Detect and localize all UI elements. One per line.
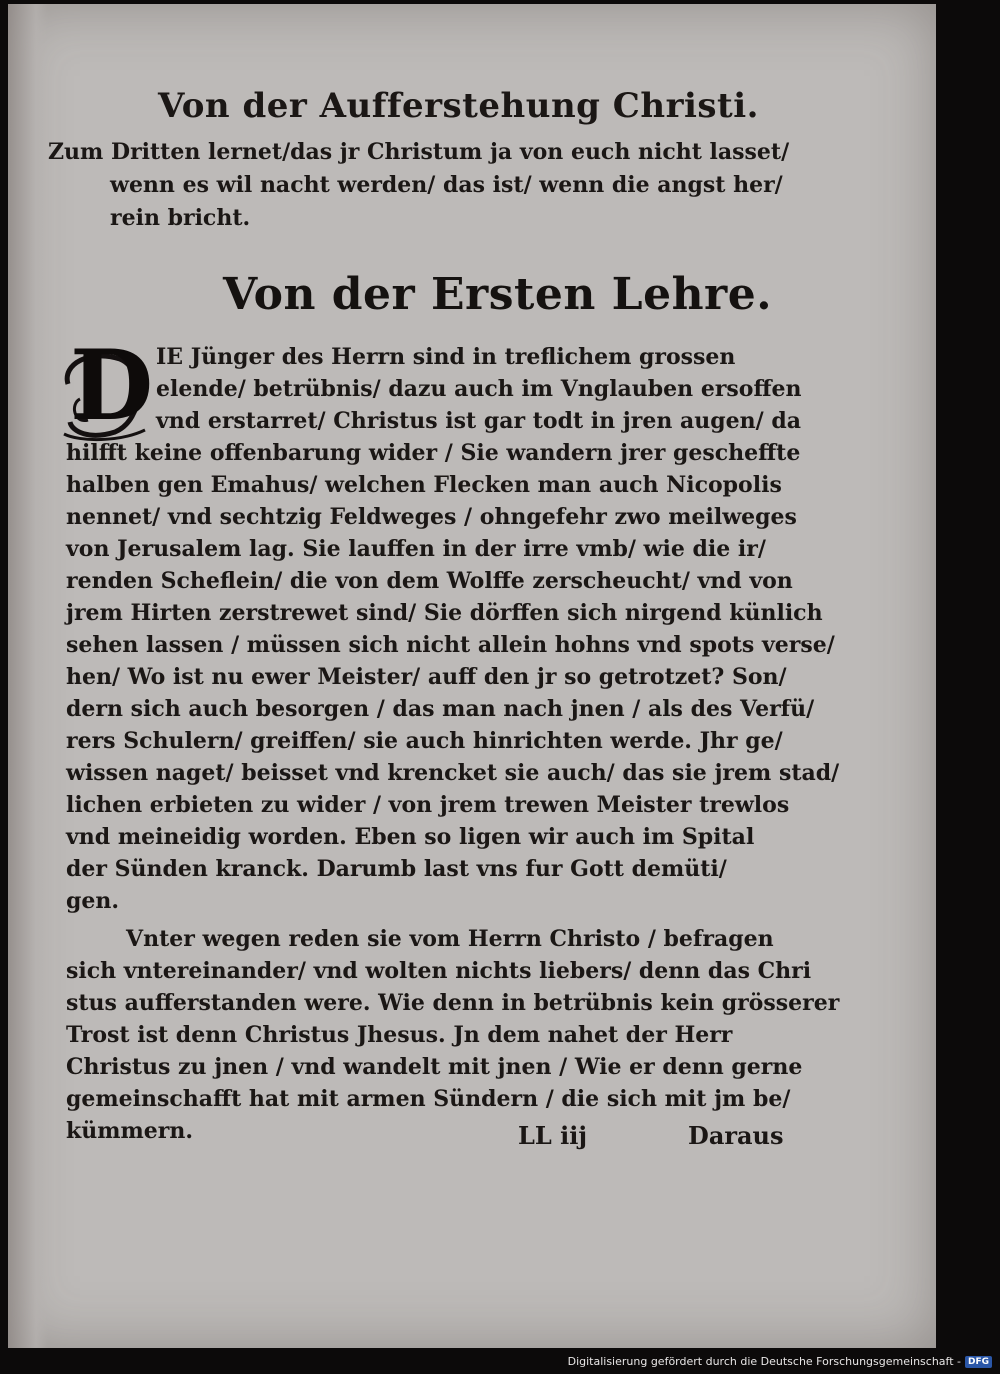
- credit-text: Digitalisierung gefördert durch die Deutsche Forschungsgemeinschaft -: [567, 1355, 961, 1368]
- body-line: dern sich auch besorgen / das man nach jnen / als des Verfü/: [66, 696, 815, 722]
- body-line: renden Scheflein/ die von dem Wolffe zerscheucht/ vnd von: [66, 568, 793, 594]
- section-heading: Von der Ersten Lehre.: [223, 269, 773, 320]
- intro-paragraph: [48, 136, 790, 235]
- body-line: Christus zu jnen / vnd wandelt mit jnen / Wie er denn gerne: [66, 1054, 803, 1080]
- digitization-credit: [568, 1355, 992, 1368]
- body-line: vnd meineidig worden. Eben so ligen wir auch im Spital: [66, 824, 755, 850]
- body-line: Vnter wegen reden sie vom Herrn Christo / befragen: [126, 926, 774, 952]
- body-line: gemeinschafft hat mit armen Sündern / die sich mit jm be/: [66, 1086, 791, 1112]
- body-line: hilfft keine offenbarung wider / Sie wandern jrer gescheffte: [66, 440, 801, 466]
- body-line: jrem Hirten zerstrewet sind/ Sie dörffen sich nirgend künlich: [66, 600, 823, 626]
- page-spine-shadow: [8, 4, 48, 1348]
- body-paragraph-1: [66, 341, 840, 1147]
- book-page: [8, 4, 936, 1348]
- signature-mark: LL iij: [518, 1121, 588, 1150]
- body-line: halben gen Emahus/ welchen Flecken man auch Nicopolis: [66, 472, 782, 498]
- body-line: wissen naget/ beisset vnd krencket sie auch/ das sie jrem stad/: [66, 760, 840, 786]
- body-line: gen.: [66, 888, 120, 914]
- body-line: hen/ Wo ist nu ewer Meister/ auff den jr so getrotzet? Son/: [66, 664, 787, 690]
- body-line: elende/ betrübnis/ dazu auch im Vnglauben ersoffen: [156, 376, 802, 402]
- body-line: nennet/ vnd sechtzig Feldweges / ohngefehr zwo meilweges: [66, 504, 797, 530]
- body-line: IE Jünger des Herrn sind in treflichem grossen: [156, 344, 736, 370]
- intro-line: rein bricht.: [110, 205, 251, 231]
- body-line: kümmern.: [66, 1118, 194, 1144]
- initial-letter: D: [70, 329, 154, 442]
- body-line: vnd erstarret/ Christus ist gar todt in jren augen/ da: [156, 408, 801, 434]
- body-line: sehen lassen / müssen sich nicht allein hohns vnd spots verse/: [66, 632, 835, 658]
- intro-line: wenn es wil nacht werden/ das ist/ wenn die angst her/: [110, 172, 783, 198]
- body-line: sich vntereinander/ vnd wolten nichts liebers/ denn das Chri: [66, 958, 812, 984]
- body-line: stus aufferstanden were. Wie denn in betrübnis kein grösserer: [66, 990, 840, 1016]
- running-title: Von der Aufferstehung Christi.: [158, 86, 760, 126]
- body-line: lichen erbieten zu wider / von jrem trewen Meister trewlos: [66, 792, 790, 818]
- body-line: von Jerusalem lag. Sie lauffen in der irre vmb/ wie die ir/: [66, 536, 766, 562]
- body-line: rers Schulern/ greiffen/ sie auch hinrichten werde. Jhr ge/: [66, 728, 783, 754]
- body-line: der Sünden kranck. Darumb last vns fur Gott demüti/: [66, 856, 727, 882]
- intro-line: Zum Dritten lernet/das jr Christum ja von euch nicht lasset/: [48, 139, 790, 165]
- body-line: Trost ist denn Christus Jhesus. Jn dem nahet der Herr: [66, 1022, 733, 1048]
- catchword: Daraus: [688, 1121, 784, 1150]
- dfg-logo-icon: DFG: [965, 1356, 992, 1368]
